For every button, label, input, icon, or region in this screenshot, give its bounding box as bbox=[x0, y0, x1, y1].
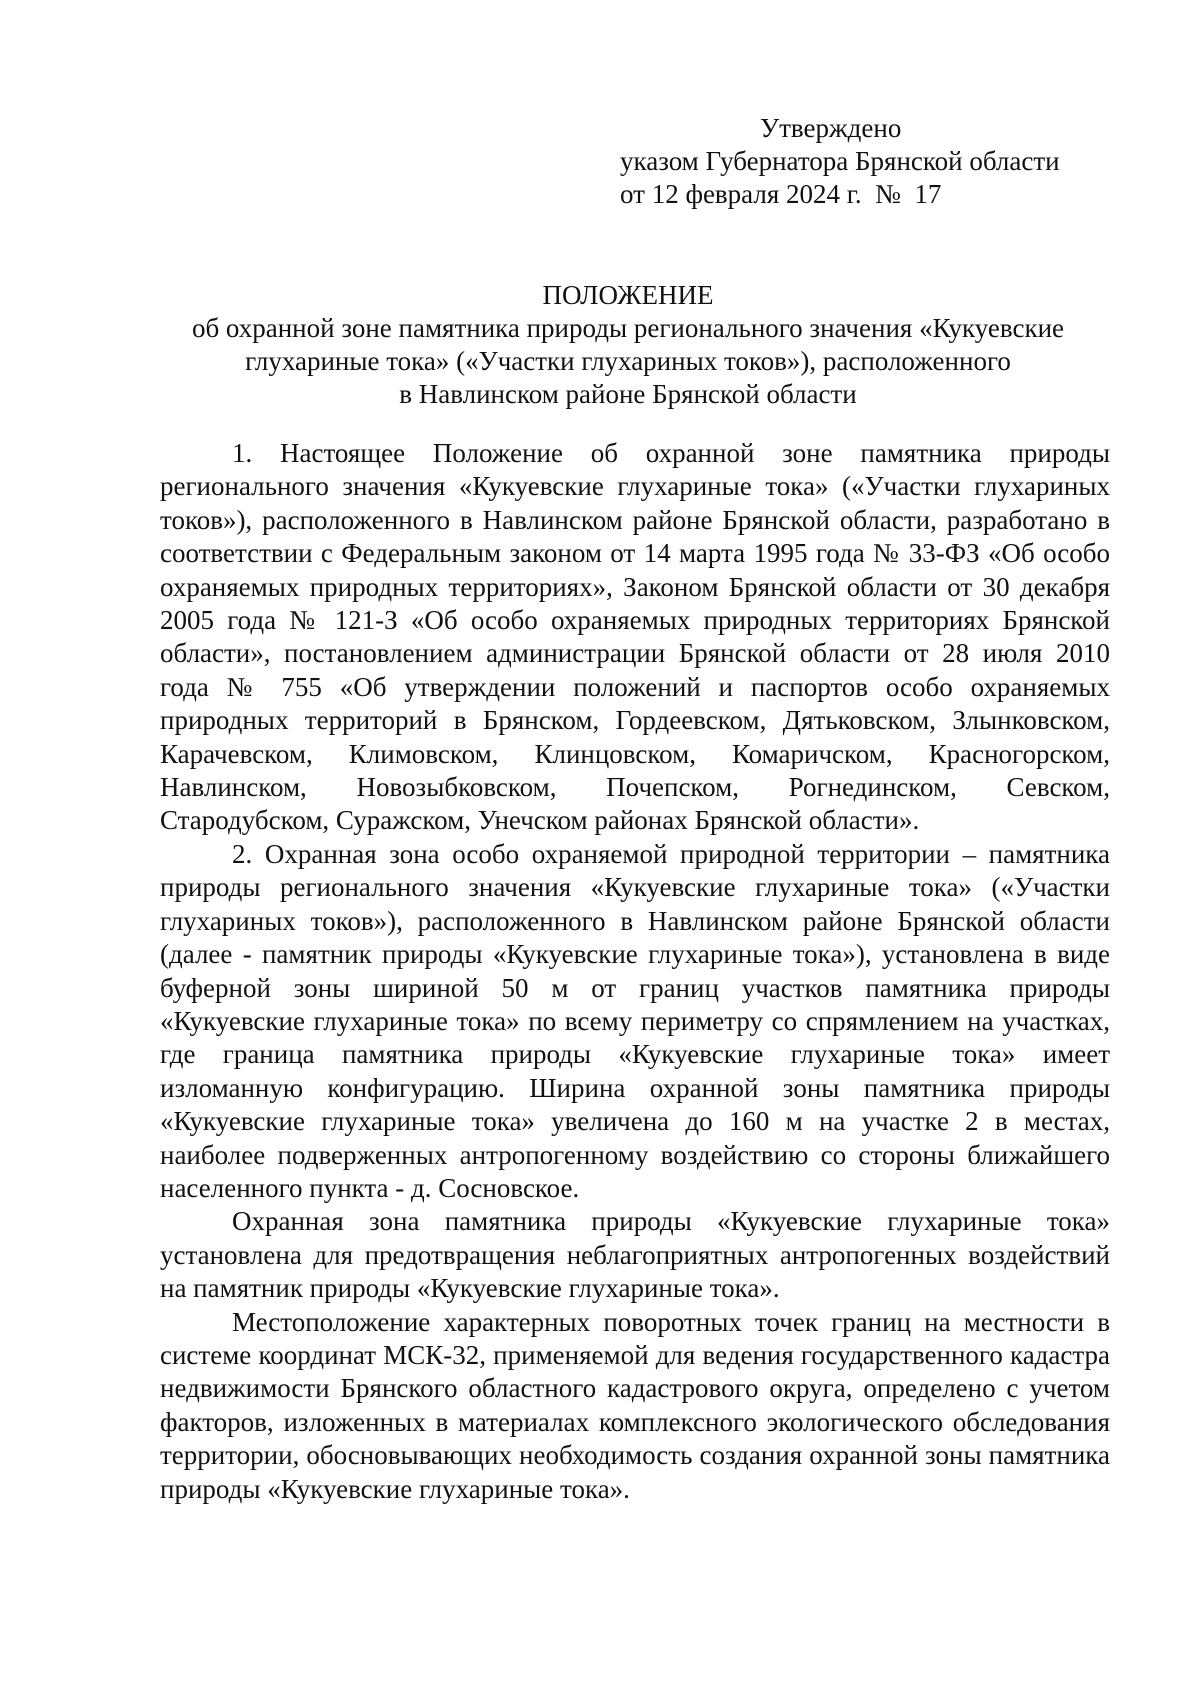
title-heading: ПОЛОЖЕНИЕ bbox=[542, 280, 714, 310]
title-line-3: в Навлинском районе Брянской области bbox=[399, 379, 857, 409]
title-line-2: глухариные тока» («Участки глухариных токов»), расположенного bbox=[245, 346, 1011, 376]
paragraph-3: Охранная зона памятника природы «Кукуевские глухариные тока» установлена для предотвращения неблагоприятных антропогенных воздействий на памятник природы «Кукуевские глухариные тока». bbox=[160, 1206, 1110, 1304]
paragraph-1: 1. Настоящее Положение об охранной зоне памятника природы регионального значения «Кукуевские глухариные тока» («Участки глухариных токов»), расположенного в Навлинском районе Брянской области, разработано в соответствии с Федеральным законом от 14 марта 1995 года № 33-ФЗ «Об особо охраняемых природных территориях», Законом Брянской области от 30 декабря 2005 года № 121-З «Об особо охраняемых природных территориях Брянской области», постановлением администрации Брянской области от 28 июля 2010 года № 755 «Об утверждении положений и паспортов особо охраняемых природных территорий в Брянском, Гордеевском, Дятьковском, Злынковском, Карачевском, Климовском, Клинцовском, Комаричском, Красногорском, Навлинском, Новозыбковском, Почепском, Рогнединском, Севском, Стародубском, Суражском, Унечском районах Брянской области». bbox=[160, 438, 1110, 836]
paragraph-4: Местоположение характерных поворотных точек границ на местности в системе координат МСК-32, применяемой для ведения государственного кадастра недвижимости Брянского областного кадастрового округа, определено с учетом факторов, изложенных в материалах комплексного экологического обследования территории, обосновывающих необходимость создания охранной зоны памятника природы «Кукуевские глухариные тока». bbox=[160, 1306, 1110, 1504]
approval-stamp bbox=[620, 112, 1140, 211]
approval-line-date-number: от 12 февраля 2024 г. № 17 bbox=[620, 179, 942, 209]
document-body bbox=[160, 437, 1110, 1506]
approval-line-approved: Утверждено bbox=[760, 113, 902, 143]
title-line-1: об охранной зоне памятника природы регионального значения «Кукуевские bbox=[191, 313, 1065, 343]
paragraph-2: 2. Охранная зона особо охраняемой природной территории – памятника природы регионального значения «Кукуевские глухариные тока» («Участки глухариных токов»), расположенного в Навлинском районе Брянской области (далее - памятник природы «Кукуевские глухариные тока»), установлена в виде буферной зоны шириной 50 м от границ участков памятника природы «Кукуевские глухариные тока» по всему периметру со спрямлением на участках, где граница памятника природы «Кукуевские глухариные тока» имеет изломанную конфигурацию. Ширина охранной зоны памятника природы «Кукуевские глухариные тока» увеличена до 160 м на участке 2 в местах, наиболее подверженных антропогенному воздействию со стороны ближайшего населенного пункта - д. Сосновское. bbox=[160, 838, 1110, 1203]
document-title bbox=[140, 279, 1116, 411]
approval-line-decree: указом Губернатора Брянской области bbox=[620, 146, 1060, 176]
